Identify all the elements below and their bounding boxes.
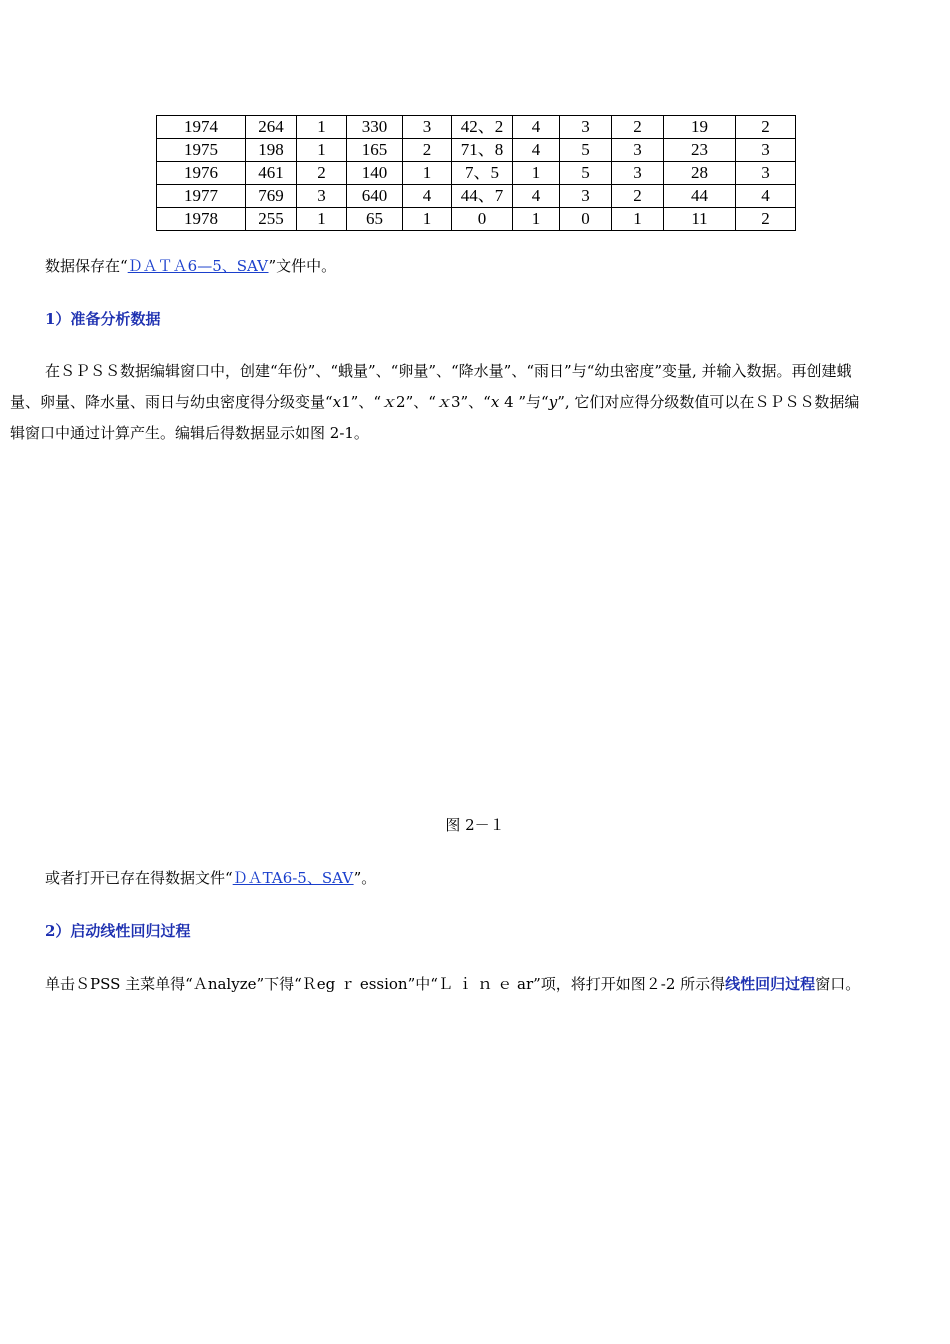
table-cell: 1 [513,162,560,185]
table-cell: 71、8 [452,139,513,162]
instruction-paragraph: 单击ＳPSS 主菜单得“Ａnalyze”下得“Ｒeg ｒ ession”中“Ｌ ｉ ｎ ｅ ar”项，将打开如图２-2 所示得线性回归过程窗口。 [45,975,861,993]
existing-data-file-link[interactable]: ＤＡTA6-5、SAV [232,869,354,887]
table-cell: 65 [347,208,403,231]
table-cell: 42、2 [452,116,513,139]
table-cell: 2 [612,116,664,139]
variable-x2: ｘ [381,393,397,411]
table-cell: 255 [246,208,297,231]
table-cell: 1975 [157,139,246,162]
table-cell: 23 [664,139,736,162]
figure-caption: 图 2－１ [445,816,505,834]
table-cell: 1974 [157,116,246,139]
table-cell: 4 [736,185,796,208]
table-cell: 3 [736,162,796,185]
table-cell: 28 [664,162,736,185]
table-cell: 2 [736,208,796,231]
table-cell: 165 [347,139,403,162]
table-cell: 4 [513,185,560,208]
table-cell: 4 [513,139,560,162]
data-table [156,115,796,231]
table-cell: 1 [297,208,347,231]
variable-x1: x [332,393,342,411]
table-cell: 1 [403,162,452,185]
table-cell: 461 [246,162,297,185]
table-cell: 3 [560,116,612,139]
table-cell: 1 [297,139,347,162]
table-row [157,139,796,162]
table-cell: 1978 [157,208,246,231]
file-note [45,255,336,277]
table-cell: 3 [560,185,612,208]
table-cell: 3 [403,116,452,139]
table-cell: 198 [246,139,297,162]
table-cell: 5 [560,162,612,185]
paragraph-line: 在ＳＰＳＳ数据编辑窗口中，创建“年份”、“蛾量”、“卵量”、“降水量”、“雨日”与“幼虫密度”变量, 并输入数据。再创建蛾 [45,362,852,380]
table-cell: 640 [347,185,403,208]
table-cell: 2 [736,116,796,139]
table-cell: 3 [612,162,664,185]
table-cell: 1977 [157,185,246,208]
table-cell: 2 [403,139,452,162]
section-heading-start-regression: 2）启动线性回归过程 [45,922,191,940]
table-cell: 1 [612,208,664,231]
table-cell: 2 [612,185,664,208]
paragraph-line: 量、卵量、降水量、雨日与幼虫密度得分级变量“x1”、“ｘ2”、“ｘ3”、“x 4 ”与“y”, 它们对应得分级数值可以在ＳＰＳＳ数据编 [10,393,860,411]
table-cell: 264 [246,116,297,139]
linear-regression-term: 线性回归过程 [725,975,816,993]
file-note-suffix: ”文件中。 [268,257,337,275]
table-row [157,162,796,185]
table-cell: 1 [513,208,560,231]
table-cell: 44、7 [452,185,513,208]
table-row [157,116,796,139]
table-cell: 19 [664,116,736,139]
table-cell: 4 [403,185,452,208]
paragraph-line: 辑窗口中通过计算产生。编辑后得数据显示如图 2-1。 [10,424,369,442]
table-cell: 1976 [157,162,246,185]
table-cell: 0 [452,208,513,231]
file-note-prefix: 数据保存在“ [45,257,128,275]
table-cell: 769 [246,185,297,208]
variable-x4: x [490,393,500,411]
open-file-note: 或者打开已存在得数据文件“ＤＡTA6-5、SAV”。 [45,869,377,887]
table-cell: 1 [403,208,452,231]
table-row [157,185,796,208]
table-cell: 0 [560,208,612,231]
table-cell: 44 [664,185,736,208]
table-cell: 3 [736,139,796,162]
section-heading-prepare-data: 1）准备分析数据 [45,310,161,328]
table-cell: 5 [560,139,612,162]
variable-x3: ｘ [435,393,451,411]
table-cell: 3 [297,185,347,208]
table-cell: 2 [297,162,347,185]
data-file-link[interactable]: ＤＡＴＡ6—5、SAV [127,257,269,275]
table-cell: 330 [347,116,403,139]
table-cell: 1 [297,116,347,139]
table-cell: 7、5 [452,162,513,185]
table-row [157,208,796,231]
variable-y: y [548,393,558,411]
table-cell: 3 [612,139,664,162]
table-cell: 140 [347,162,403,185]
table-cell: 11 [664,208,736,231]
figure-2-1-placeholder [45,455,905,795]
table-cell: 4 [513,116,560,139]
